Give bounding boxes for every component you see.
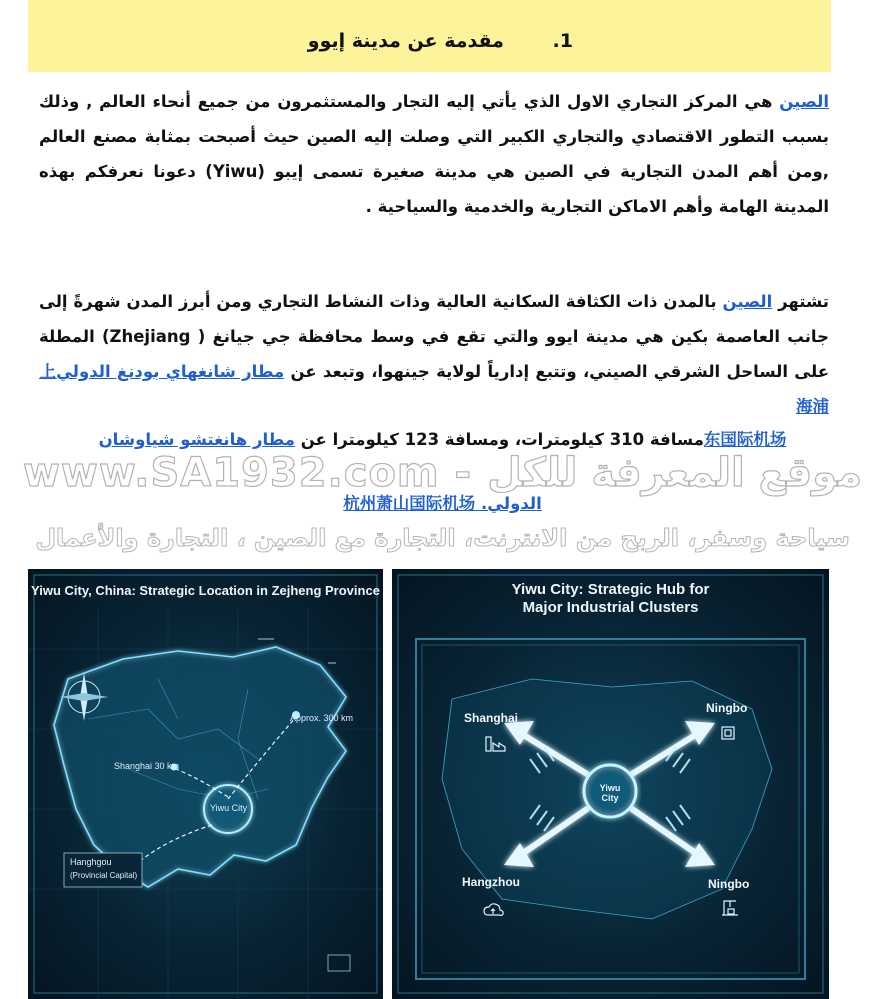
cloud-upload-icon [484, 904, 503, 916]
city-shanghai: Shanghai [464, 711, 519, 725]
shanghai-distance-label: Shanghai 30 km [114, 761, 180, 771]
china-link[interactable]: الصين [779, 92, 829, 111]
right-panel-title [392, 581, 829, 617]
intro-text: هي المركز التجاري الاول الذي يأتي إليه التجار والمستثمرون من جميع أنحاء العالم , وذلك بسبب التطور الاقتصادي والتجاري الكبير التي وصلت إليه الصين حيث أصبحت بمثابة مصنع العالم ,ومن أهم المدن التجارية في الصين هي مدينة صغيرة تسمى إيبو (Yiwu) دعونا نعرفكم بهذه المدينة الهامة وأهم الاماكن التجارية والخدمية والسياحية . [39, 92, 829, 216]
city-ningbo-bottom: Ningbo [708, 877, 750, 891]
intro-paragraph [39, 84, 829, 224]
location-paragraph [39, 284, 829, 424]
industrial-hub-image [392, 569, 829, 999]
shanghai-airport-link[interactable]: مطار شانغهاي بودنغ الدولي上海浦 [39, 362, 829, 416]
shanghai-airport-link-cont[interactable]: 东国际机场 [703, 430, 787, 449]
port-crane-icon [722, 901, 738, 915]
city-hangzhou: Hangzhou [462, 875, 520, 889]
section-title: مقدمة عن مدينة إيوو [307, 30, 504, 52]
location-map-image [28, 569, 383, 999]
distance-line [0, 426, 885, 450]
right-title-line-2: Major Industrial Clusters [522, 599, 699, 616]
hangzhou-airport-link[interactable]: مطار هانغتشو شياوشان [98, 430, 295, 449]
approx-distance-label: Approx. 300 km [290, 713, 354, 723]
left-panel-title: Yiwu City, China: Strategic Location in Zejheng Province [31, 583, 380, 598]
watermark-tagline: سياحة وسفر، الربح من الانترنت، التجارة مع الصين ، التجارة والأعمال [35, 524, 850, 552]
city-ningbo-top: Ningbo [706, 701, 748, 715]
section-header [28, 0, 831, 72]
right-title-line-1: Yiwu City: Strategic Hub for [511, 581, 710, 598]
section-number: 1. [552, 30, 573, 52]
china-link-2[interactable]: الصين [722, 292, 773, 311]
hub-center-label: Yiwu City [599, 783, 621, 803]
watermark-site: www.SA1932.com - موقع المعرفة للكل [22, 450, 863, 496]
distance-text: مسافة 310 كيلومترات، ومسافة 123 كيلومترا عن [294, 430, 704, 449]
hanghgou-label: Hanghgou [70, 857, 112, 867]
yiwu-city-label: Yiwu City [210, 803, 248, 813]
hangzhou-airport-link-cont[interactable]: الدولي. 杭州萧山国际机场 [343, 494, 542, 513]
provincial-capital-label: (Provincial Capital) [70, 871, 138, 880]
airport-line [0, 490, 885, 514]
location-prefix: تشتهر [772, 292, 830, 311]
section-heading [308, 30, 573, 52]
china-map-graphic [28, 569, 383, 999]
location-text: بالمدن ذات الكثافة السكانية العالية وذات النشاط التجاري ومن أبرز المدن شهرةً إلى جانب العاصمة بكين هي مدينة ايوو والتي تقع في وسط محافظة جي جيانغ ( Zhejiang) المطلة على الساحل الشرقي الصيني، وتتبع إدارياً لولاية جينهوا، وتبعد عن [39, 292, 829, 381]
